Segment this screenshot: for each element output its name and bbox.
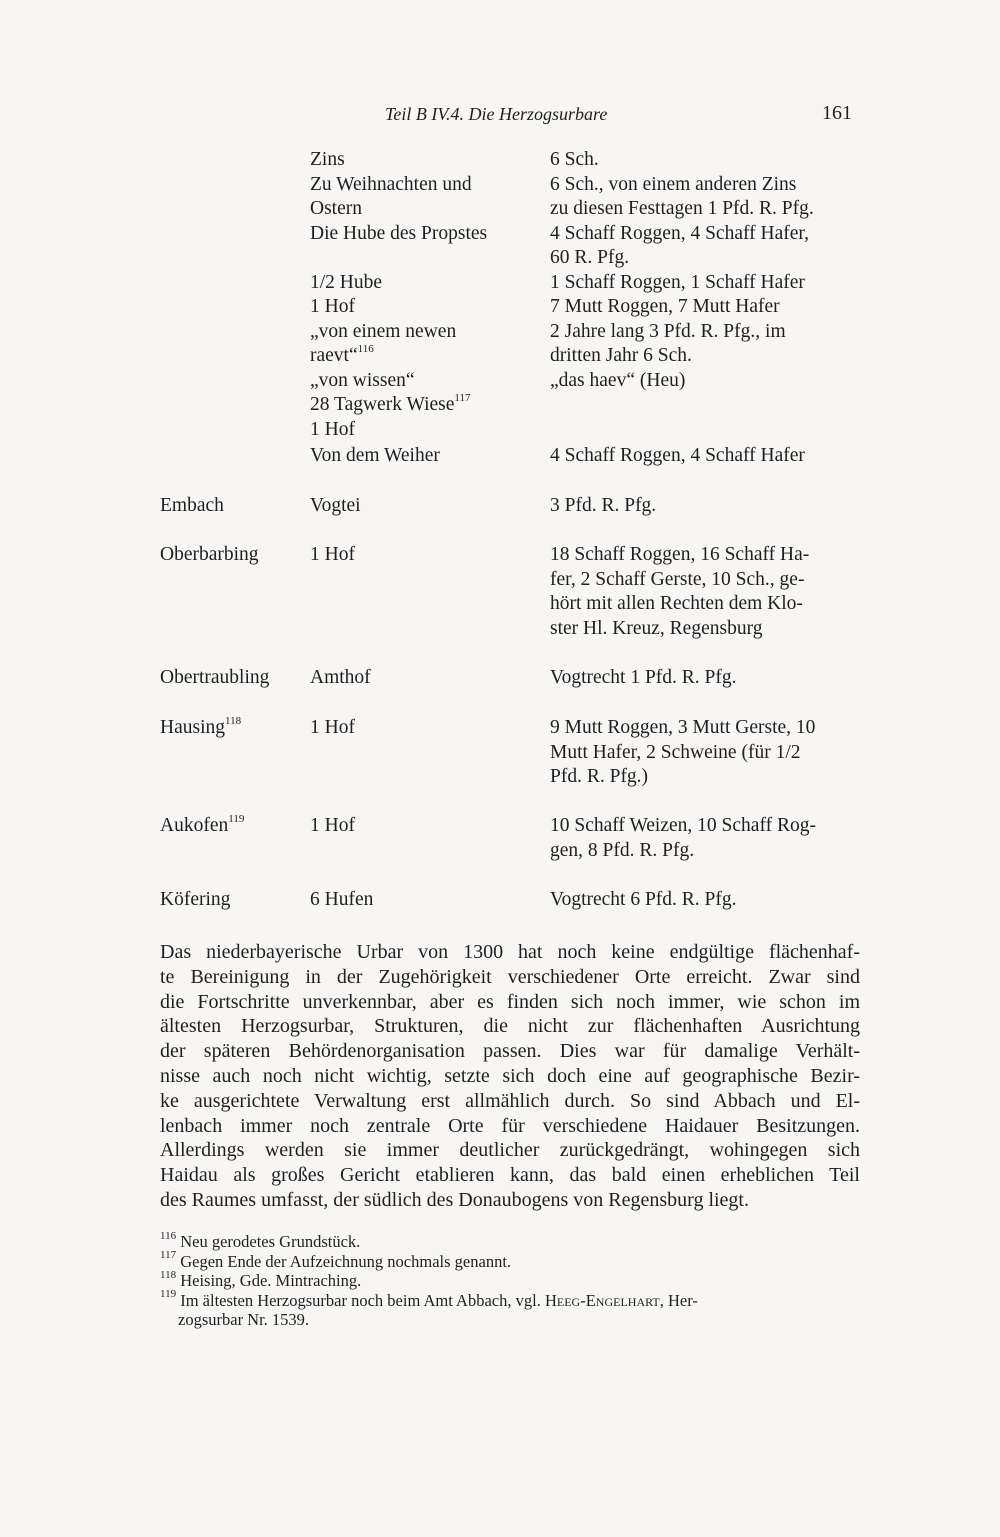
value-cell-line: 18 Schaff Roggen, 16 Schaff Ha- [550,544,810,565]
value-cell-line: 6 Sch. [550,149,599,170]
item-cell [310,888,545,913]
item-cell [310,271,545,296]
paragraph-line: lenbach immer noch zentrale Orte für verschiedene Haidauer Besitzungen. [160,1114,860,1137]
value-cell-line: 4 Schaff Roggen, 4 Schaff Hafer, [550,222,809,244]
paragraph-line: Allerdings werden sie immer deutlicher zurückgedrängt, wohingegen sich [160,1139,860,1162]
paragraph-line: Haidau als großes Gericht etablieren kann, das bald einen erheblichen Teil [160,1164,860,1187]
value-cell [550,222,852,271]
item-cell-line: Die Hube des Propstes [310,222,488,244]
value-cell-line: 1 Schaff Roggen, 1 Schaff Hafer [550,271,805,293]
value-cell-line: zu diesen Festtagen 1 Pfd. R. Pfg. [550,198,814,219]
paragraph-line: des Raumes umfasst, der südlich des Donaubogens von Regensburg liegt. [160,1188,749,1211]
value-cell-line: 3 Pfd. R. Pfg. [550,495,657,516]
value-cell [550,271,852,296]
value-cell [550,173,852,222]
footnote-ref: 118 [225,714,242,727]
value-cell-line: ster Hl. Kreuz, Regensburg [550,617,763,639]
value-cell-line: 9 Mutt Roggen, 3 Mutt Gerste, 10 [550,717,816,738]
item-cell-line: raevt“$^{116}$ [310,342,374,366]
item-cell [310,173,545,222]
item-cell [310,320,545,369]
value-cell-line: 10 Schaff Weizen, 10 Schaff Rog- [550,815,816,836]
body-paragraph [160,940,860,1213]
paragraph-line: der späteren Behördenorganisation passen. Dies war für damalige Verhält- [160,1040,860,1063]
running-head: Teil B IV.4. Die Herzogsurbare [385,104,608,124]
value-cell-line: Mutt Hafer, 2 Schweine (für 1/2 [550,741,801,763]
item-cell-line: 1 Hof [310,717,355,738]
item-cell-line: Vogtei [310,495,361,516]
value-cell [550,543,852,641]
value-cell [550,494,852,519]
item-cell-line: „von wissen“ [310,369,415,391]
footnote-119-continuation: zogsurbar Nr. 1539. [178,1310,310,1330]
item-cell [310,444,545,469]
item-cell-line: 1 Hof [310,418,355,440]
item-cell [310,393,545,418]
item-cell [310,222,545,247]
value-cell [550,369,852,394]
footnote-119: $^{119}$ Im ältesten Herzogsurbar noch beim Amt Abbach, vgl. Heeg-Engelhart, Her- [160,1288,698,1310]
paragraph-line: ältesten Herzogsurbar, Strukturen, die nicht zur flächenhaften Ausrichtung [160,1015,860,1038]
item-cell-line: Ostern [310,198,362,219]
item-cell [310,148,545,173]
item-cell-line: „von einem newen [310,320,457,342]
item-cell-line: 28 Tagwerk Wiese$^{117}$ [310,391,471,415]
item-cell [310,543,545,568]
value-cell [550,295,852,320]
value-cell [550,444,852,469]
value-cell-line: 6 Sch., von einem anderen Zins [550,173,797,195]
footnote-ref: 119 [228,812,245,825]
paragraph-line: die Fortschritte unverkennbar, aber es finden sich noch immer, wie schon im [160,990,860,1013]
value-cell [550,666,852,691]
item-cell [310,418,545,443]
item-cell [310,295,545,320]
paragraph-line: Das niederbayerische Urbar von 1300 hat noch keine endgültige flächenhaf- [160,941,860,963]
value-cell-line: hört mit allen Rechten dem Klo- [550,593,803,614]
item-cell [310,666,545,691]
place-cell-line: Hausing$^{118}$ [160,714,242,738]
item-cell-line: Von dem Weiher [310,445,440,466]
item-cell [310,716,545,741]
item-cell [310,369,545,394]
place-cell [160,543,310,568]
place-cell [160,814,310,839]
footnote-ref: 116 [357,342,374,355]
paragraph-line: te Bereinigung in der Zugehörigkeit verschiedener Orte erreicht. Zwar sind [160,965,860,988]
value-cell [550,148,852,173]
footnote-116: $^{116}$ Neu gerodetes Grundstück. [160,1229,361,1251]
paragraph-line: ke ausgerichtete Verwaltung erst allmählich durch. So sind Abbach und El- [160,1089,860,1112]
footnote-117: $^{117}$ Gegen Ende der Aufzeichnung nochmals genannt. [160,1249,512,1271]
place-cell-line: Obertraubling [160,667,270,688]
place-cell [160,888,310,913]
footnotes [160,1229,860,1330]
item-cell-line: 1 Hof [310,544,355,565]
item-cell-line: 1 Hof [310,815,355,836]
item-cell-line: 1/2 Hube [310,271,383,293]
value-cell [550,888,852,913]
value-cell-line: dritten Jahr 6 Sch. [550,345,692,366]
item-cell [310,814,545,839]
value-cell-line: fer, 2 Schaff Gerste, 10 Sch., ge- [550,568,805,590]
value-cell [550,716,852,790]
value-cell-line: Pfd. R. Pfg.) [550,766,649,787]
value-cell-line: 2 Jahre lang 3 Pfd. R. Pfg., im [550,320,786,342]
paragraph-line: nisse auch noch nicht wichtig, setzte sich doch eine auf geographische Bezir- [160,1064,860,1087]
item-cell-line: 1 Hof [310,296,355,317]
place-cell-line: Oberbarbing [160,544,259,565]
value-cell-line: 60 R. Pfg. [550,247,630,268]
place-cell-line: Embach [160,495,224,516]
value-cell-line: 7 Mutt Roggen, 7 Mutt Hafer [550,296,780,317]
item-cell-line: Zins [310,149,345,170]
footnote-author: Heeg-Engelhart [544,1290,660,1310]
place-cell [160,666,310,691]
page-header [160,100,852,130]
footnote-ref: 117 [454,391,471,404]
item-cell-line: Zu Weihnachten und [310,173,472,195]
value-cell [550,320,852,369]
footnote-118: $^{118}$ Heising, Gde. Mintraching. [160,1268,362,1291]
value-cell-line: gen, 8 Pfd. R. Pfg. [550,839,695,861]
value-cell-line: 4 Schaff Roggen, 4 Schaff Hafer [550,445,805,466]
item-cell-line: Amthof [310,667,371,688]
place-cell [160,494,310,519]
place-cell [160,716,310,741]
value-cell [550,814,852,863]
value-cell-line: Vogtrecht 6 Pfd. R. Pfg. [550,889,737,910]
item-cell-line: 6 Hufen [310,889,374,910]
value-cell-line: Vogtrecht 1 Pfd. R. Pfg. [550,667,737,688]
page-number: 161 [822,102,852,124]
value-cell-line: „das haev“ (Heu) [550,369,686,391]
place-cell-line: Aukofen$^{119}$ [160,812,245,836]
item-cell [310,494,545,519]
place-cell-line: Köfering [160,889,231,910]
